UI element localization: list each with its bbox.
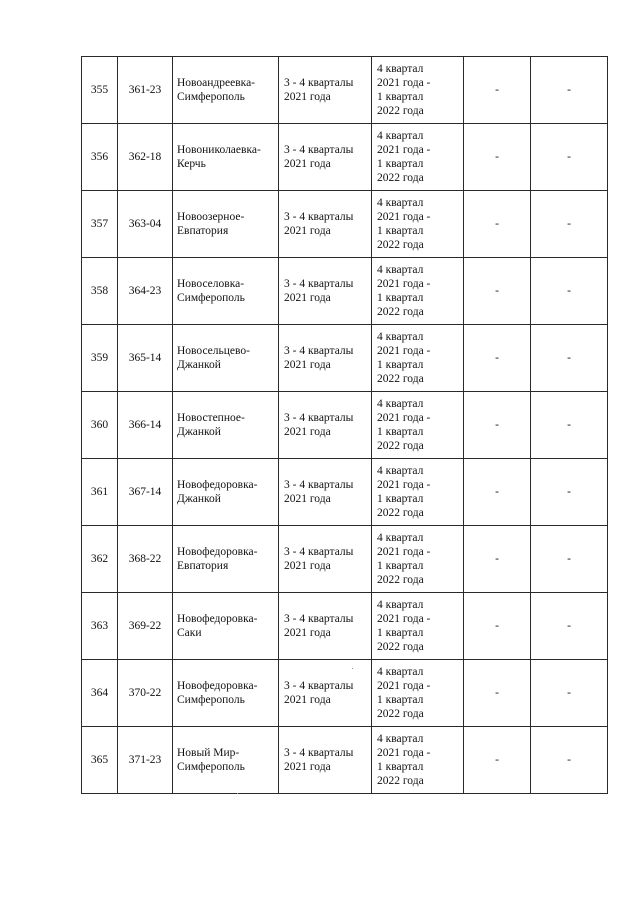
- route-code-cell: 368-22: [118, 526, 173, 593]
- table-row: [82, 258, 608, 325]
- period-text: 3 - 4 кварталы 2021 года: [284, 613, 354, 639]
- route-name-cell: [173, 727, 279, 794]
- deadline-cell: [372, 191, 464, 258]
- period-cell: [279, 392, 372, 459]
- deadline-text: 4 квартал 2021 года - 1 квартал 2022 года: [377, 63, 431, 117]
- column-7-cell: -: [531, 459, 608, 526]
- scan-speck: [237, 793, 238, 794]
- row-number-cell: 364: [82, 660, 118, 727]
- period-cell: [279, 526, 372, 593]
- route-name-cell: [173, 392, 279, 459]
- deadline-cell: [372, 258, 464, 325]
- route-code-cell: 362-18: [118, 124, 173, 191]
- scan-speck: [352, 668, 353, 669]
- route-name-text: Новоандреевка- Симферополь: [177, 77, 256, 103]
- row-number-cell: 356: [82, 124, 118, 191]
- period-cell: [279, 727, 372, 794]
- deadline-text: 4 квартал 2021 года - 1 квартал 2022 года: [377, 264, 431, 318]
- table-row: [82, 727, 608, 794]
- deadline-text: 4 квартал 2021 года - 1 квартал 2022 года: [377, 465, 431, 519]
- row-number-cell: 363: [82, 593, 118, 660]
- period-text: 3 - 4 кварталы 2021 года: [284, 345, 354, 371]
- column-6-cell: -: [464, 727, 531, 794]
- route-code-cell: 365-14: [118, 325, 173, 392]
- table-row: [82, 593, 608, 660]
- column-6-cell: -: [464, 459, 531, 526]
- deadline-cell: [372, 325, 464, 392]
- route-name-cell: [173, 57, 279, 124]
- route-code-cell: 367-14: [118, 459, 173, 526]
- table-row: [82, 191, 608, 258]
- row-number-cell: 358: [82, 258, 118, 325]
- column-6-cell: -: [464, 258, 531, 325]
- column-7-cell: -: [531, 258, 608, 325]
- column-7-cell: -: [531, 124, 608, 191]
- period-cell: [279, 124, 372, 191]
- route-code-cell: 370-22: [118, 660, 173, 727]
- route-code-cell: 371-23: [118, 727, 173, 794]
- period-cell: [279, 191, 372, 258]
- column-6-cell: -: [464, 325, 531, 392]
- period-text: 3 - 4 кварталы 2021 года: [284, 278, 354, 304]
- column-6-cell: -: [464, 526, 531, 593]
- period-text: 3 - 4 кварталы 2021 года: [284, 479, 354, 505]
- deadline-text: 4 квартал 2021 года - 1 квартал 2022 года: [377, 599, 431, 653]
- deadline-text: 4 квартал 2021 года - 1 квартал 2022 года: [377, 197, 431, 251]
- table-row: [82, 459, 608, 526]
- period-text: 3 - 4 кварталы 2021 года: [284, 211, 354, 237]
- period-cell: [279, 660, 372, 727]
- route-code-cell: 366-14: [118, 392, 173, 459]
- table-row: [82, 526, 608, 593]
- deadline-cell: [372, 57, 464, 124]
- route-name-cell: [173, 459, 279, 526]
- route-name-text: Новосельцево- Джанкой: [177, 345, 250, 371]
- row-number-cell: 360: [82, 392, 118, 459]
- column-7-cell: -: [531, 57, 608, 124]
- route-name-text: Новый Мир- Симферополь: [177, 747, 245, 773]
- route-name-text: Новониколаевка- Керчь: [177, 144, 261, 170]
- schedule-table-body: [82, 57, 608, 794]
- period-cell: [279, 57, 372, 124]
- column-6-cell: -: [464, 593, 531, 660]
- column-7-cell: -: [531, 325, 608, 392]
- route-name-cell: [173, 526, 279, 593]
- column-6-cell: -: [464, 191, 531, 258]
- column-7-cell: -: [531, 727, 608, 794]
- schedule-table: [81, 56, 608, 794]
- route-name-text: Новостепное- Джанкой: [177, 412, 245, 438]
- route-name-cell: [173, 325, 279, 392]
- column-6-cell: -: [464, 57, 531, 124]
- deadline-text: 4 квартал 2021 года - 1 квартал 2022 года: [377, 532, 431, 586]
- route-name-text: Новофедоровка- Саки: [177, 613, 258, 639]
- period-cell: [279, 593, 372, 660]
- deadline-cell: [372, 124, 464, 191]
- column-7-cell: -: [531, 660, 608, 727]
- column-6-cell: -: [464, 660, 531, 727]
- route-name-cell: [173, 124, 279, 191]
- row-number-cell: 359: [82, 325, 118, 392]
- table-row: [82, 57, 608, 124]
- route-name-text: Новофедоровка- Симферополь: [177, 680, 258, 706]
- period-cell: [279, 258, 372, 325]
- route-name-cell: [173, 191, 279, 258]
- row-number-cell: 365: [82, 727, 118, 794]
- column-7-cell: -: [531, 191, 608, 258]
- table-row: [82, 392, 608, 459]
- period-text: 3 - 4 кварталы 2021 года: [284, 546, 354, 572]
- row-number-cell: 362: [82, 526, 118, 593]
- route-name-text: Новофедоровка- Джанкой: [177, 479, 258, 505]
- route-code-cell: 364-23: [118, 258, 173, 325]
- route-name-cell: [173, 660, 279, 727]
- deadline-cell: [372, 459, 464, 526]
- route-name-text: Новоселовка- Симферополь: [177, 278, 245, 304]
- period-text: 3 - 4 кварталы 2021 года: [284, 77, 354, 103]
- deadline-cell: [372, 526, 464, 593]
- row-number-cell: 357: [82, 191, 118, 258]
- route-code-cell: 363-04: [118, 191, 173, 258]
- deadline-cell: [372, 392, 464, 459]
- deadline-text: 4 квартал 2021 года - 1 квартал 2022 года: [377, 398, 431, 452]
- table-row: [82, 325, 608, 392]
- column-7-cell: -: [531, 593, 608, 660]
- row-number-cell: 361: [82, 459, 118, 526]
- route-name-text: Новофедоровка- Евпатория: [177, 546, 258, 572]
- route-code-cell: 369-22: [118, 593, 173, 660]
- row-number-cell: 355: [82, 57, 118, 124]
- period-text: 3 - 4 кварталы 2021 года: [284, 747, 354, 773]
- period-text: 3 - 4 кварталы 2021 года: [284, 144, 354, 170]
- table-row: [82, 124, 608, 191]
- column-7-cell: -: [531, 526, 608, 593]
- deadline-cell: [372, 727, 464, 794]
- period-text: 3 - 4 кварталы 2021 года: [284, 412, 354, 438]
- route-name-text: Новоозерное- Евпатория: [177, 211, 245, 237]
- period-cell: [279, 325, 372, 392]
- deadline-text: 4 квартал 2021 года - 1 квартал 2022 года: [377, 733, 431, 787]
- deadline-cell: [372, 593, 464, 660]
- route-name-cell: [173, 258, 279, 325]
- column-6-cell: -: [464, 124, 531, 191]
- column-6-cell: -: [464, 392, 531, 459]
- deadline-text: 4 квартал 2021 года - 1 квартал 2022 года: [377, 666, 431, 720]
- column-7-cell: -: [531, 392, 608, 459]
- deadline-cell: [372, 660, 464, 727]
- deadline-text: 4 квартал 2021 года - 1 квартал 2022 года: [377, 331, 431, 385]
- route-code-cell: 361-23: [118, 57, 173, 124]
- period-text: 3 - 4 кварталы 2021 года: [284, 680, 354, 706]
- route-name-cell: [173, 593, 279, 660]
- table-row: [82, 660, 608, 727]
- deadline-text: 4 квартал 2021 года - 1 квартал 2022 года: [377, 130, 431, 184]
- period-cell: [279, 459, 372, 526]
